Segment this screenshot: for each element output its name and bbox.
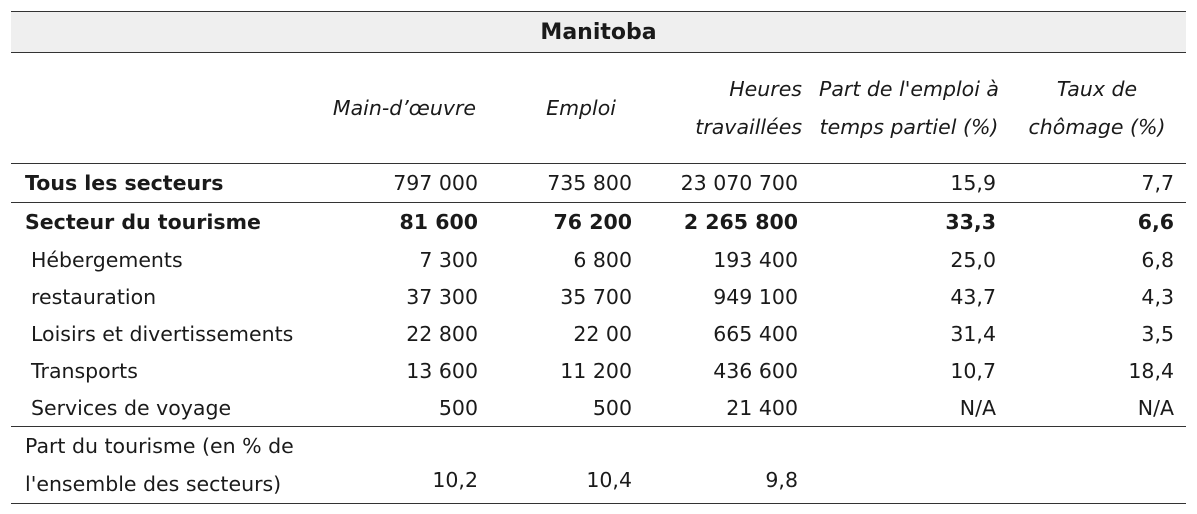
cell-unemployment-rate: 7,7 xyxy=(1141,171,1175,195)
table-row-all-sectors xyxy=(11,164,1186,203)
cell-employment: 735 800 xyxy=(547,171,632,195)
row-label: restauration xyxy=(31,284,157,309)
cell-part-time-share: 15,9 xyxy=(950,171,996,195)
table-title-row xyxy=(11,12,1186,53)
cell-employment: 76 200 xyxy=(490,203,644,242)
table-row-tourism-share xyxy=(11,427,1186,504)
row-label: Secteur du tourisme xyxy=(11,203,326,242)
cell-labour-force: 500 xyxy=(438,395,478,420)
cell-unemployment-rate: 6,8 xyxy=(1141,247,1175,272)
table-row-travel-services xyxy=(11,389,1186,427)
cell-hours-worked: 2 265 800 xyxy=(644,203,810,242)
cell-hours-worked: 193 400 xyxy=(713,247,798,272)
cell-employment: 22 00 xyxy=(573,321,632,346)
cell-part-time-share: 25,0 xyxy=(950,247,996,272)
table-row-recreation xyxy=(11,315,1186,352)
cell-unemployment-rate: 18,4 xyxy=(1128,358,1175,383)
cell-hours-worked: 9,8 xyxy=(644,427,810,504)
header-labour-force: Main-d’œuvre xyxy=(326,53,490,164)
cell-part-time-share: 31,4 xyxy=(950,321,996,346)
cell-part-time-share: 33,3 xyxy=(810,203,1008,242)
cell-labour-force: 22 800 xyxy=(406,321,478,346)
header-hours-worked: Heures travaillées xyxy=(644,53,810,164)
cell-hours-worked: 436 600 xyxy=(713,358,798,383)
cell-hours-worked: 665 400 xyxy=(713,321,798,346)
row-label: Transports xyxy=(31,358,138,383)
row-label: Hébergements xyxy=(31,247,183,272)
row-label: Part du tourisme (en % de l'ensemble des secteurs) xyxy=(11,427,326,504)
row-label: Tous les secteurs xyxy=(25,171,224,195)
header-unemployment-rate: Taux de chômage (%) xyxy=(1008,53,1186,164)
cell-labour-force: 13 600 xyxy=(406,358,478,383)
cell-labour-force: 37 300 xyxy=(406,284,478,309)
cell-part-time-share: 43,7 xyxy=(950,284,996,309)
table-row-accommodation xyxy=(11,241,1186,278)
cell-labour-force: 7 300 xyxy=(419,247,478,272)
cell-labour-force: 81 600 xyxy=(326,203,490,242)
table-row-tourism-sector xyxy=(11,203,1186,242)
data-table-container xyxy=(11,11,1186,504)
cell-hours-worked: 21 400 xyxy=(726,395,798,420)
cell-part-time-share: N/A xyxy=(959,395,996,420)
column-header-row xyxy=(11,53,1186,164)
table-row-food-services xyxy=(11,278,1186,315)
header-label xyxy=(11,53,326,164)
cell-hours-worked: 949 100 xyxy=(713,284,798,309)
cell-employment: 35 700 xyxy=(560,284,632,309)
cell-unemployment-rate xyxy=(1008,427,1186,504)
cell-employment: 11 200 xyxy=(560,358,632,383)
employment-table xyxy=(11,11,1186,504)
table-title: Manitoba xyxy=(11,12,1186,53)
row-label: Loisirs et divertissements xyxy=(31,321,294,346)
cell-unemployment-rate: 4,3 xyxy=(1141,284,1175,309)
cell-part-time-share xyxy=(810,427,1008,504)
row-label: Services de voyage xyxy=(31,395,232,420)
cell-unemployment-rate: 6,6 xyxy=(1008,203,1186,242)
cell-employment: 6 800 xyxy=(573,247,632,272)
header-part-time-share: Part de l'emploi à temps partiel (%) xyxy=(810,53,1008,164)
table-row-transportation xyxy=(11,352,1186,389)
cell-labour-force: 797 000 xyxy=(393,171,478,195)
cell-employment: 10,4 xyxy=(490,427,644,504)
cell-unemployment-rate: 3,5 xyxy=(1141,321,1175,346)
header-employment: Emploi xyxy=(490,53,644,164)
cell-hours-worked: 23 070 700 xyxy=(680,171,798,195)
cell-employment: 500 xyxy=(592,395,632,420)
cell-part-time-share: 10,7 xyxy=(950,358,996,383)
cell-unemployment-rate: N/A xyxy=(1137,395,1175,420)
cell-labour-force: 10,2 xyxy=(326,427,490,504)
